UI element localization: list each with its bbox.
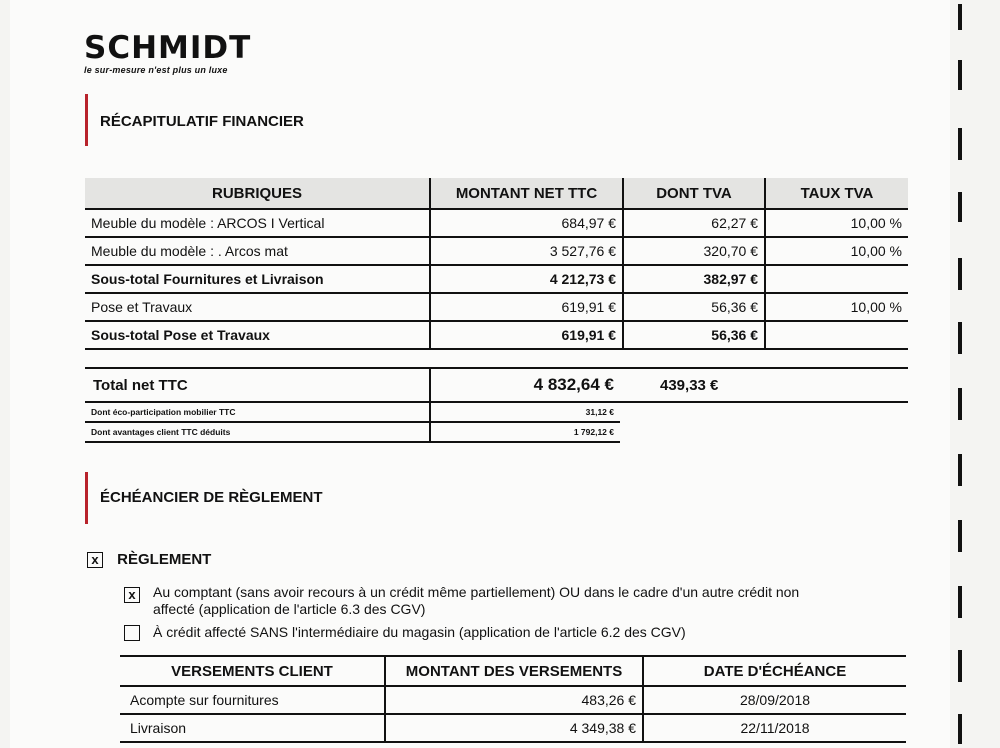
summary-title: RÉCAPITULATIF FINANCIER	[100, 113, 304, 130]
eco-amount: 31,12 €	[430, 402, 620, 422]
total-vat: 439,33 €	[620, 368, 908, 402]
binding-edge	[958, 0, 968, 748]
row-label: Sous-total Pose et Travaux	[85, 321, 430, 349]
reglement-checkbox[interactable]: x	[87, 552, 103, 568]
option-cash-line1: Au comptant (sans avoir recours à un crédit même partiellement) OU dans le cadre d'un autre crédit non	[153, 584, 800, 600]
payments-table	[120, 655, 906, 743]
eco-row	[85, 402, 908, 422]
total-amount: 4 832,64 €	[430, 368, 620, 402]
header-versements: VERSEMENTS CLIENT	[171, 662, 333, 680]
row-rate: 10,00 %	[765, 209, 908, 237]
section-marker	[85, 94, 88, 146]
payment-date: 28/09/2018	[643, 686, 906, 714]
row-amount: 4 212,73 €	[430, 265, 623, 293]
row-vat: 320,70 €	[623, 237, 765, 265]
payment-option-credit	[124, 624, 686, 641]
header-amount: MONTANT NET TTC	[430, 178, 623, 209]
reglement-label: RÈGLEMENT	[117, 551, 212, 568]
advantages-amount: 1 792,12 €	[430, 422, 620, 442]
total-row	[85, 368, 908, 402]
option-credit-text: À crédit affecté SANS l'intermédiaire du magasin (application de l'article 6.2 des CGV)	[153, 624, 686, 640]
row-amount: 619,91 €	[430, 321, 623, 349]
header-montant: MONTANT DES VERSEMENTS	[385, 656, 643, 686]
header-rubriques: RUBRIQUES	[211, 184, 302, 202]
row-vat: 62,27 €	[623, 209, 765, 237]
section-marker	[85, 472, 88, 524]
payment-amount: 483,26 €	[385, 686, 643, 714]
financial-summary-table	[85, 178, 908, 350]
payment-amount: 4 349,38 €	[385, 714, 643, 742]
reglement-heading	[87, 551, 211, 568]
option-credit-checkbox[interactable]	[124, 625, 140, 641]
row-rate	[765, 321, 908, 349]
row-vat: 382,97 €	[623, 265, 765, 293]
row-amount: 684,97 €	[430, 209, 623, 237]
total-label: Total net TTC	[85, 368, 430, 402]
advantages-label: Dont avantages client TTC déduits	[85, 422, 430, 442]
subtotal-row	[85, 321, 908, 349]
logo-brand: SCHMIDT	[84, 30, 252, 66]
schmidt-logo	[84, 30, 251, 75]
table-row	[85, 237, 908, 265]
payment-option-cash	[124, 584, 799, 618]
logo-tagline: le sur-mesure n'est plus un luxe	[84, 65, 228, 75]
advantages-row	[85, 422, 908, 442]
table-row	[120, 686, 906, 714]
header-date: DATE D'ÉCHÉANCE	[643, 656, 906, 686]
table-row	[85, 209, 908, 237]
row-rate: 10,00 %	[765, 237, 908, 265]
payment-label: Acompte sur fournitures	[120, 686, 385, 714]
row-label: Pose et Travaux	[85, 293, 430, 321]
totals-table	[85, 367, 908, 443]
table-row	[120, 714, 906, 742]
payment-date: 22/11/2018	[643, 714, 906, 742]
row-rate	[765, 265, 908, 293]
header-vat: DONT TVA	[623, 178, 765, 209]
payments-header-row	[120, 656, 906, 686]
row-amount: 3 527,76 €	[430, 237, 623, 265]
option-cash-checkbox[interactable]: x	[124, 587, 140, 603]
schedule-title: ÉCHÉANCIER DE RÈGLEMENT	[100, 489, 323, 506]
payment-label: Livraison	[120, 714, 385, 742]
eco-label: Dont éco-participation mobilier TTC	[85, 402, 430, 422]
table-header-row	[85, 178, 908, 209]
row-label: Meuble du modèle : . Arcos mat	[85, 237, 430, 265]
header-rate: TAUX TVA	[765, 178, 908, 209]
row-label: Sous-total Fournitures et Livraison	[85, 265, 430, 293]
row-vat: 56,36 €	[623, 321, 765, 349]
row-amount: 619,91 €	[430, 293, 623, 321]
subtotal-row	[85, 265, 908, 293]
option-cash-line2: affecté (application de l'article 6.3 des CGV)	[153, 601, 426, 617]
row-rate: 10,00 %	[765, 293, 908, 321]
table-row	[85, 293, 908, 321]
row-vat: 56,36 €	[623, 293, 765, 321]
row-label: Meuble du modèle : ARCOS I Vertical	[85, 209, 430, 237]
